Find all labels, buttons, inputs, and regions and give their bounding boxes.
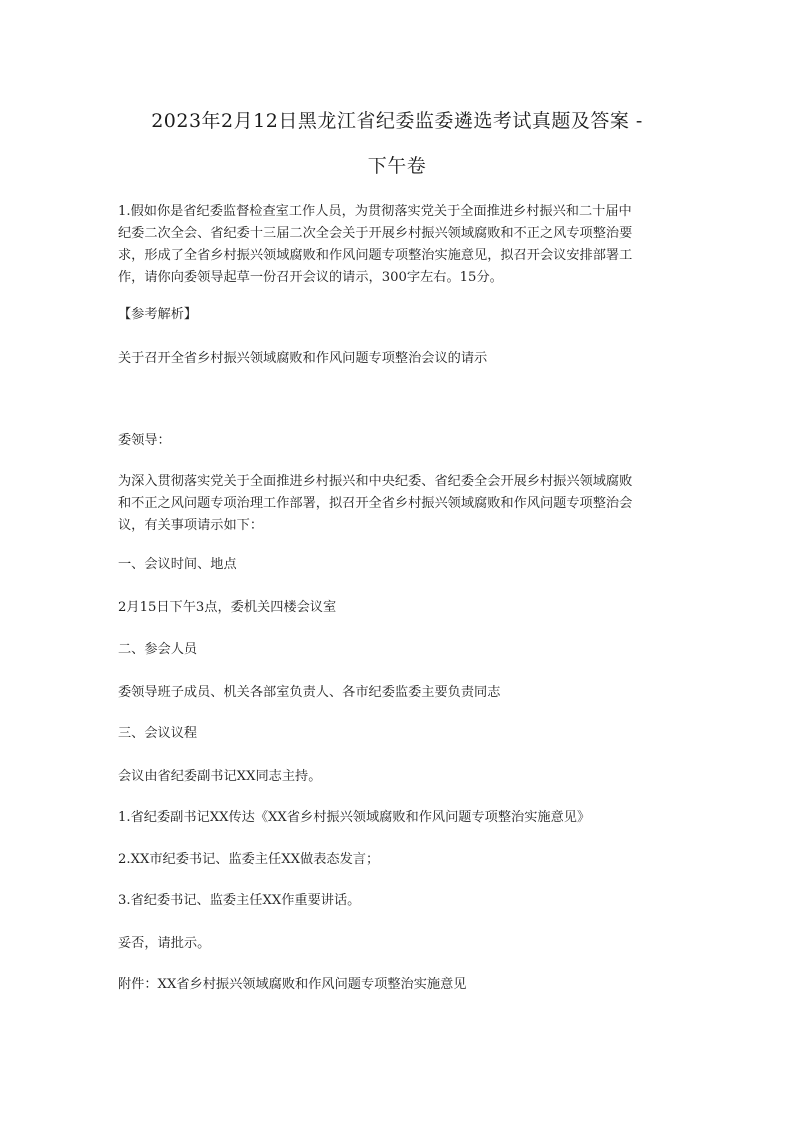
question-line: 纪委二次全会、省纪委十三届二次全会关于开展乡村振兴领域腐败和不正之风专项整治要 <box>118 226 633 241</box>
question-line: 作，请你向委领导起草一份召开会议的请示，300字左右。15分。 <box>118 270 503 285</box>
section-1-heading: 一、会议时间、地点 <box>118 557 237 572</box>
body-line: 为深入贯彻落实党关于全面推进乡村振兴和中央纪委、省纪委全会开展乡村振兴领域腐败 <box>118 474 633 489</box>
body-line: 议，有关事项请示如下： <box>118 518 264 533</box>
document-title-line-1: 2023年2月12日黑龙江省纪委监委遴选考试真题及答案 - <box>151 110 643 132</box>
section-3-intro: 会议由省纪委副书记XX同志主持。 <box>118 769 322 784</box>
question-line: 求，形成了全省乡村振兴领域腐败和作风问题专项整治实施意见，拟召开会议安排部署工 <box>118 248 633 263</box>
agenda-item: 3.省纪委书记、监委主任XX作重要讲话。 <box>118 893 361 908</box>
agenda-item: 1.省纪委副书记XX传达《XX省乡村振兴领域腐败和作风问题专项整治实施意见》 <box>118 810 591 825</box>
section-3-heading: 三、会议议程 <box>118 726 198 741</box>
question-line: 1.假如你是省纪委监督检查室工作人员，为贯彻落实党关于全面推进乡村振兴和二十届中 <box>118 204 632 219</box>
reference-heading: 【参考解析】 <box>118 307 198 322</box>
section-2-heading: 二、参会人员 <box>118 642 198 657</box>
agenda-item: 2.XX市纪委书记、监委主任XX做表态发言； <box>118 852 380 867</box>
attachment-line: 附件：XX省乡村振兴领域腐败和作风问题专项整治实施意见 <box>118 977 467 992</box>
document-title-line-2: 下午卷 <box>367 155 427 177</box>
question-paragraph <box>118 201 678 289</box>
closing-line: 妥否，请批示。 <box>118 936 211 951</box>
request-title: 关于召开全省乡村振兴领域腐败和作风问题专项整治会议的请示 <box>118 351 488 366</box>
section-2-text: 委领导班子成员、机关各部室负责人、各市纪委监委主要负责同志 <box>118 685 501 700</box>
salutation: 委领导： <box>118 433 171 448</box>
section-1-text: 2月15日下午3点，委机关四楼会议室 <box>118 600 337 615</box>
body-line: 和不正之风问题专项治理工作部署，拟召开全省乡村振兴领域腐败和作风问题专项整治会 <box>118 496 633 511</box>
body-paragraph <box>118 471 678 537</box>
